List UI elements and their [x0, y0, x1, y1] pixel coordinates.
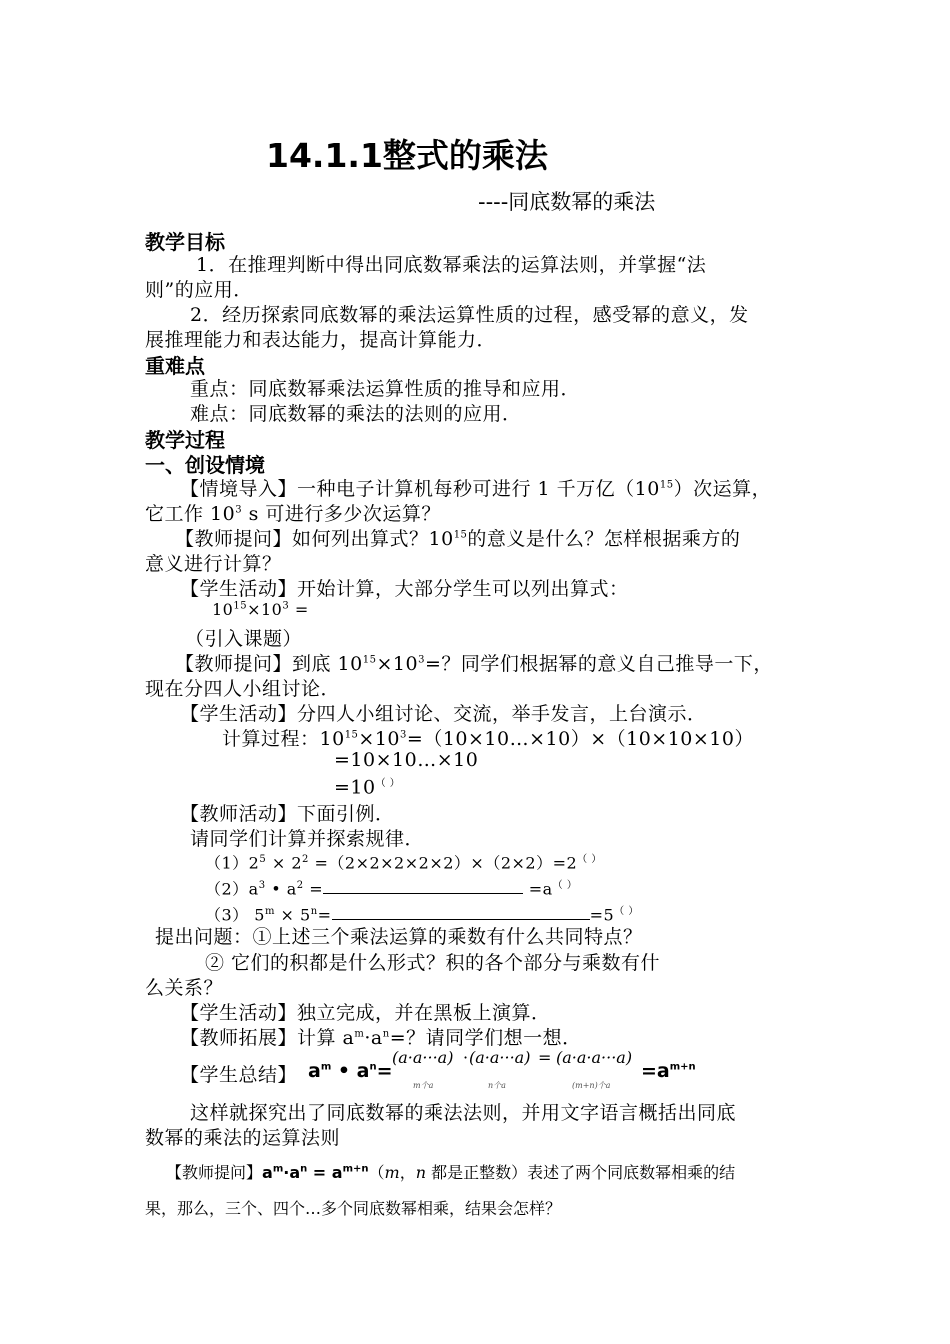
difficulty-point: 难点：同底数幂的乘法的法则的应用．	[190, 403, 522, 425]
summary-group-1: (a·a···a)	[392, 1048, 454, 1067]
intro-line2: 它工作 $10^3$ s 可进行多少次运算？	[145, 503, 441, 525]
student-activity-1: 【学生活动】开始计算，大部分学生可以列出算式：	[180, 578, 629, 600]
goal-2-line1: 2．经历探索同底数幂的乘法运算性质的过程，感受幂的意义，发	[190, 304, 749, 326]
example-1: $(1)2^5 \times 2^2 =(2\times 2\times 2\times 2\times 2)\times(2\times 2)=2^{( )}$	[205, 853, 602, 873]
conclusion-line2: 数幂的乘法的运算法则	[145, 1127, 341, 1149]
student-activity-2: 【学生活动】分四人小组讨论、交流，举手发言，上台演示．	[180, 703, 707, 725]
section-heading-1: 一、创设情境	[145, 453, 265, 477]
calc-line2: =10×10…×10	[334, 749, 479, 771]
page-title: 14.1.1整式的乘法	[266, 136, 548, 175]
teacher-question-1-line2: 意义进行计算？	[145, 553, 282, 575]
summary-equals: =	[538, 1048, 552, 1067]
formula-1: $10^{15}\times 10^3$ =	[212, 600, 309, 619]
calc-line1: 计算过程：$10^{15}\times 10^3=(10\times 10\dots\times 10)\times(10\times 10\times 10)$	[222, 728, 754, 750]
summary-group-3: (a·a·a···a)	[556, 1048, 633, 1067]
question-1: 提出问题：①上述三个乘法运算的乘数有什么共同特点？	[155, 926, 643, 948]
question-2-line2: 么关系？	[145, 977, 224, 999]
example-3: （3） $5^m \times 5^n= =5^{( )}$	[205, 905, 639, 925]
teacher-extend: 【教师拓展】计算 $a^m\cdot a^n=$？请同学们想一想．	[180, 1027, 582, 1049]
teacher-activity: 【教师活动】下面引例．	[180, 803, 395, 825]
example-2: $(2)a^3$ • $a^2 = =a^{( )}$	[205, 879, 578, 899]
heading-goals: 教学目标	[145, 230, 225, 254]
summary-formula: $a^m$ • $a^n=$	[308, 1060, 393, 1082]
heading-process: 教学过程	[145, 428, 225, 452]
summary-dot: ·	[463, 1048, 469, 1067]
example-3-blank[interactable]	[332, 903, 590, 920]
teacher-question-3: 【教师提问】$a^m\cdot a^n = a^{m+n}(m$，n 都是正整数）表述了两个同底数幂相乘的结	[166, 1163, 736, 1182]
goal-1-line1: 1．在推理判断中得出同底数幂乘法的运算法则，并掌握“法	[196, 254, 707, 276]
summary-group-2-under: n个a	[488, 1081, 506, 1090]
summary-group-2: (a·a···a)	[469, 1048, 531, 1067]
focus-point: 重点：同底数幂乘法运算性质的推导和应用．	[190, 378, 581, 400]
teacher-question-2-line2: 现在分四人小组讨论．	[145, 678, 341, 700]
teacher-question-3-line2: 果，那么，三个、四个…多个同底数幂相乘，结果会怎样？	[145, 1199, 562, 1218]
summary-group-1-under: m个a	[413, 1081, 434, 1090]
goal-2-line2: 展推理能力和表达能力，提高计算能力．	[145, 329, 497, 351]
intro-line1: 【情境导入】一种电子计算机每秒可进行 1 千万亿$(10^{15})$次运算，	[180, 478, 772, 500]
explore-prompt: 请同学们计算并探索规律．	[190, 828, 425, 850]
summary-result: $=a^{m+n}$	[641, 1060, 696, 1082]
conclusion-line1: 这样就探究出了同底数幂的乘法法则，并用文字语言概括出同底	[190, 1102, 737, 1124]
teacher-question-2: 【教师提问】到底 $10^{15}\times 10^3=$？同学们根据幂的意义自己推导一下，	[175, 653, 773, 675]
example-2-blank[interactable]	[323, 877, 523, 894]
heading-key-points: 重难点	[145, 354, 205, 378]
student-summary-label: 【学生总结】	[180, 1064, 298, 1086]
teacher-question-1: 【教师提问】如何列出算式？$10^{15}$的意义是什么？怎样根据乘方的	[175, 528, 741, 550]
question-2: ② 它们的积都是什么形式？积的各个部分与乘数有什	[205, 952, 661, 974]
intro-topic: （引入课题）	[185, 628, 303, 650]
student-activity-3: 【学生活动】独立完成，并在黑板上演算．	[180, 1002, 551, 1024]
calc-line3: =10（ ）	[334, 776, 401, 799]
page-subtitle: ----同底数幂的乘法	[478, 190, 656, 214]
summary-group-3-under: (m+n)个a	[572, 1081, 611, 1090]
goal-1-line2: 则”的应用．	[145, 279, 253, 301]
